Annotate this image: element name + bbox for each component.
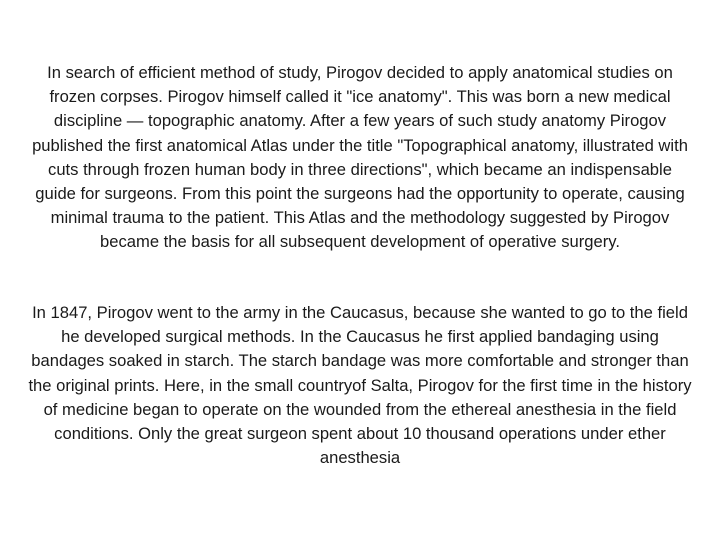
paragraph-caucasus: In 1847, Pirogov went to the army in the Caucasus, because she wanted to go to the field he developed surgical methods. In the Caucasus he first applied bandaging using bandages soaked in starch. The starch bandage was more comfortable and stronger than the original prints. Here, in the small countryof Salta, Pirogov for the first time in the history of medicine began to operate on the wounded from the ethereal anesthesia in the field conditions. Only the great surgeon spent about 10 thousand operations under ether anesthesia xyxy=(28,303,692,468)
paragraph-ice-anatomy: In search of efficient method of study, Pirogov decided to apply anatomical studies on frozen corpses. Pirogov himself called it "ice anatomy". This was born a new medical discipline — topographic anatomy. After a few years of such study anatomy Pirogov published the first anatomical Atlas under the title "Topographical anatomy, illustrated with cuts through frozen human body in three directions", which became an indispensable guide for surgeons. From this point the surgeons had the opportunity to operate, causing minimal trauma to the patient. This Atlas and the methodology suggested by Pirogov became the basis for all subsequent development of operative surgery. xyxy=(32,63,688,252)
